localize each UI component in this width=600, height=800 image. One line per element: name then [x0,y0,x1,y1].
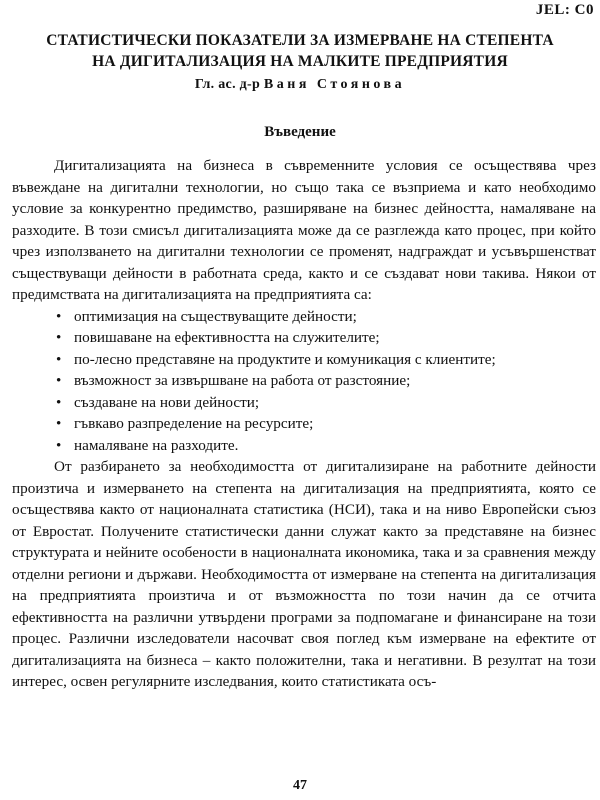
advantages-list [12,306,596,457]
second-paragraph: От разбирането за необходимостта от дигитализиране на работните дейности произтича и измерването на степента на дигитализация на предприятията, която се осъществява както от националната статистика (НСИ), така и на ниво Европейски съюз от Евростат. Получените статистически данни служат както за представяне на бизнес структурата и нейните особености в националната икономика, така и за сравнения между отделни региони и държави. Необходимостта от измерване на степента на дигитализация на предприятията произтича и от възможността по този начин да се отчита ефективността на различни утвърдени програми за подпомагане и финансиране на този процес. Различни изследователи насочват своя поглед към измерване на ефектите от дигитализацията на бизнеса – както положителни, така и негативни. В резултат на този интерес, освен регулярните изследвания, които статистиката осъ- [12,458,596,690]
author-name: Ваня Стоянова [263,77,406,92]
paper-title [0,30,600,72]
list-item: • оптимизация на съществуващите дейности; [56,306,596,328]
intro-paragraph: Дигитализацията на бизнеса в съвременните условия се осъществява чрез въвеждане на дигитални технологии, но също така се възприема и като необходимо условие за конкурентно предимство, разширяване на бизнес дейността, намаляване на разходите. В този смисъл дигитализацията може да се разглежда като процес, при който чрез използването на дигитални технологии се променят, надграждат и усъвършенстват съществуващи дейности в работната среда, както и се създават нови такива. Някои от предимствата на дигитализацията на предприятията са: [12,157,596,303]
title-line-2: НА ДИГИТАЛИЗАЦИЯ НА МАЛКИТЕ ПРЕДПРИЯТИЯ [92,53,508,70]
list-item: • повишаване на ефективността на служителите; [56,327,596,349]
author-line [0,77,600,93]
jel-code: JEL: C0 [535,2,594,18]
section-heading: Въведение [264,124,336,140]
page-number: 47 [293,778,307,793]
list-item: • възможност за извършване на работа от разстояние; [56,370,596,392]
body-text [12,155,596,693]
author-prefix: Гл. ас. д-р [194,77,261,92]
list-item: • по-лесно представяне на продуктите и комуникация с клиентите; [56,349,596,371]
list-item: • намаляване на разходите. [56,435,596,457]
list-item: • създаване на нови дейности; [56,392,596,414]
list-item: • гъвкаво разпределение на ресурсите; [56,413,596,435]
title-line-1: СТАТИСТИЧЕСКИ ПОКАЗАТЕЛИ ЗА ИЗМЕРВАНЕ НА СТЕПЕНТА [46,32,554,49]
